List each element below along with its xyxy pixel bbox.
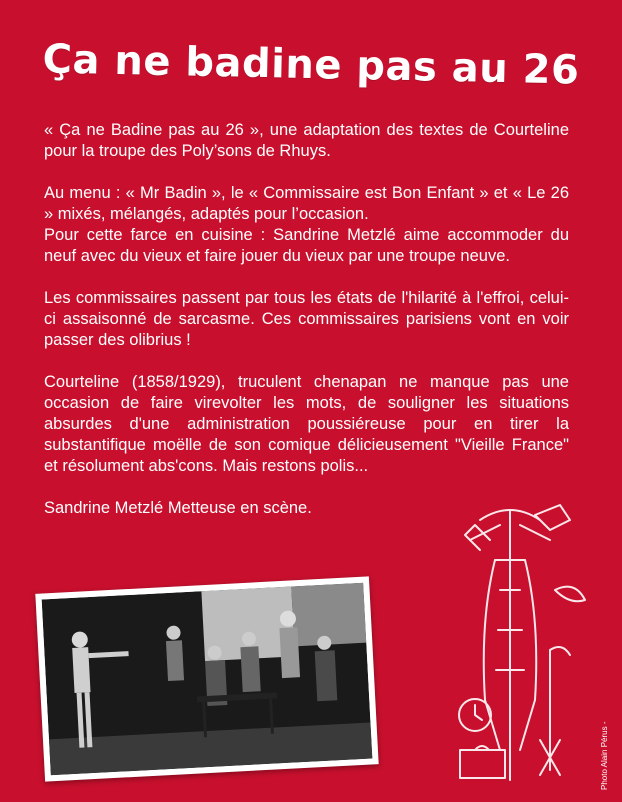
stage-photo-image [42, 583, 373, 776]
paragraph-farce: Pour cette farce en cuisine : Sandrine Metzlé aime accommoder du neuf avec du vieux et faire jouer du vieux par une troupe neuve. [44, 226, 569, 265]
stage-photo [35, 576, 378, 781]
illustration-figure-icon [440, 500, 590, 790]
paragraph-menu: Au menu : « Mr Badin », le « Commissaire est Bon Enfant » et « Le 26 » mixés, mélangés, adaptés pour l’occasion. [44, 184, 569, 223]
paragraph-signature: Sandrine Metzlé Metteuse en scène. [44, 499, 312, 517]
paragraph-commissaires: Les commissaires passent par tous les états de l'hilarité à l'effroi, celui-ci assaisonné de sarcasme. Ces commissaires parisiens vont en voir passer des olibrius ! [44, 289, 569, 349]
page-title: Ça ne badine pas au 26 [42, 36, 580, 94]
paragraph-courteline: Courteline (1858/1929), truculent chenapan ne manque pas une occasion de faire virevolter les mots, de souligner les situations absurdes d'une administration poussiéreuse pour en tirer la substantifique moëlle de son comique délicieusement "Vieille France" et résolument abs'cons. Mais restons polis... [44, 373, 569, 475]
photo-credit: Photo Alain Pérus - [600, 721, 609, 790]
body-text [44, 120, 569, 540]
paragraph-intro: « Ça ne Badine pas au 26 », une adaptation des textes de Courteline pour la troupe des Poly’sons de Rhuys. [44, 121, 569, 160]
